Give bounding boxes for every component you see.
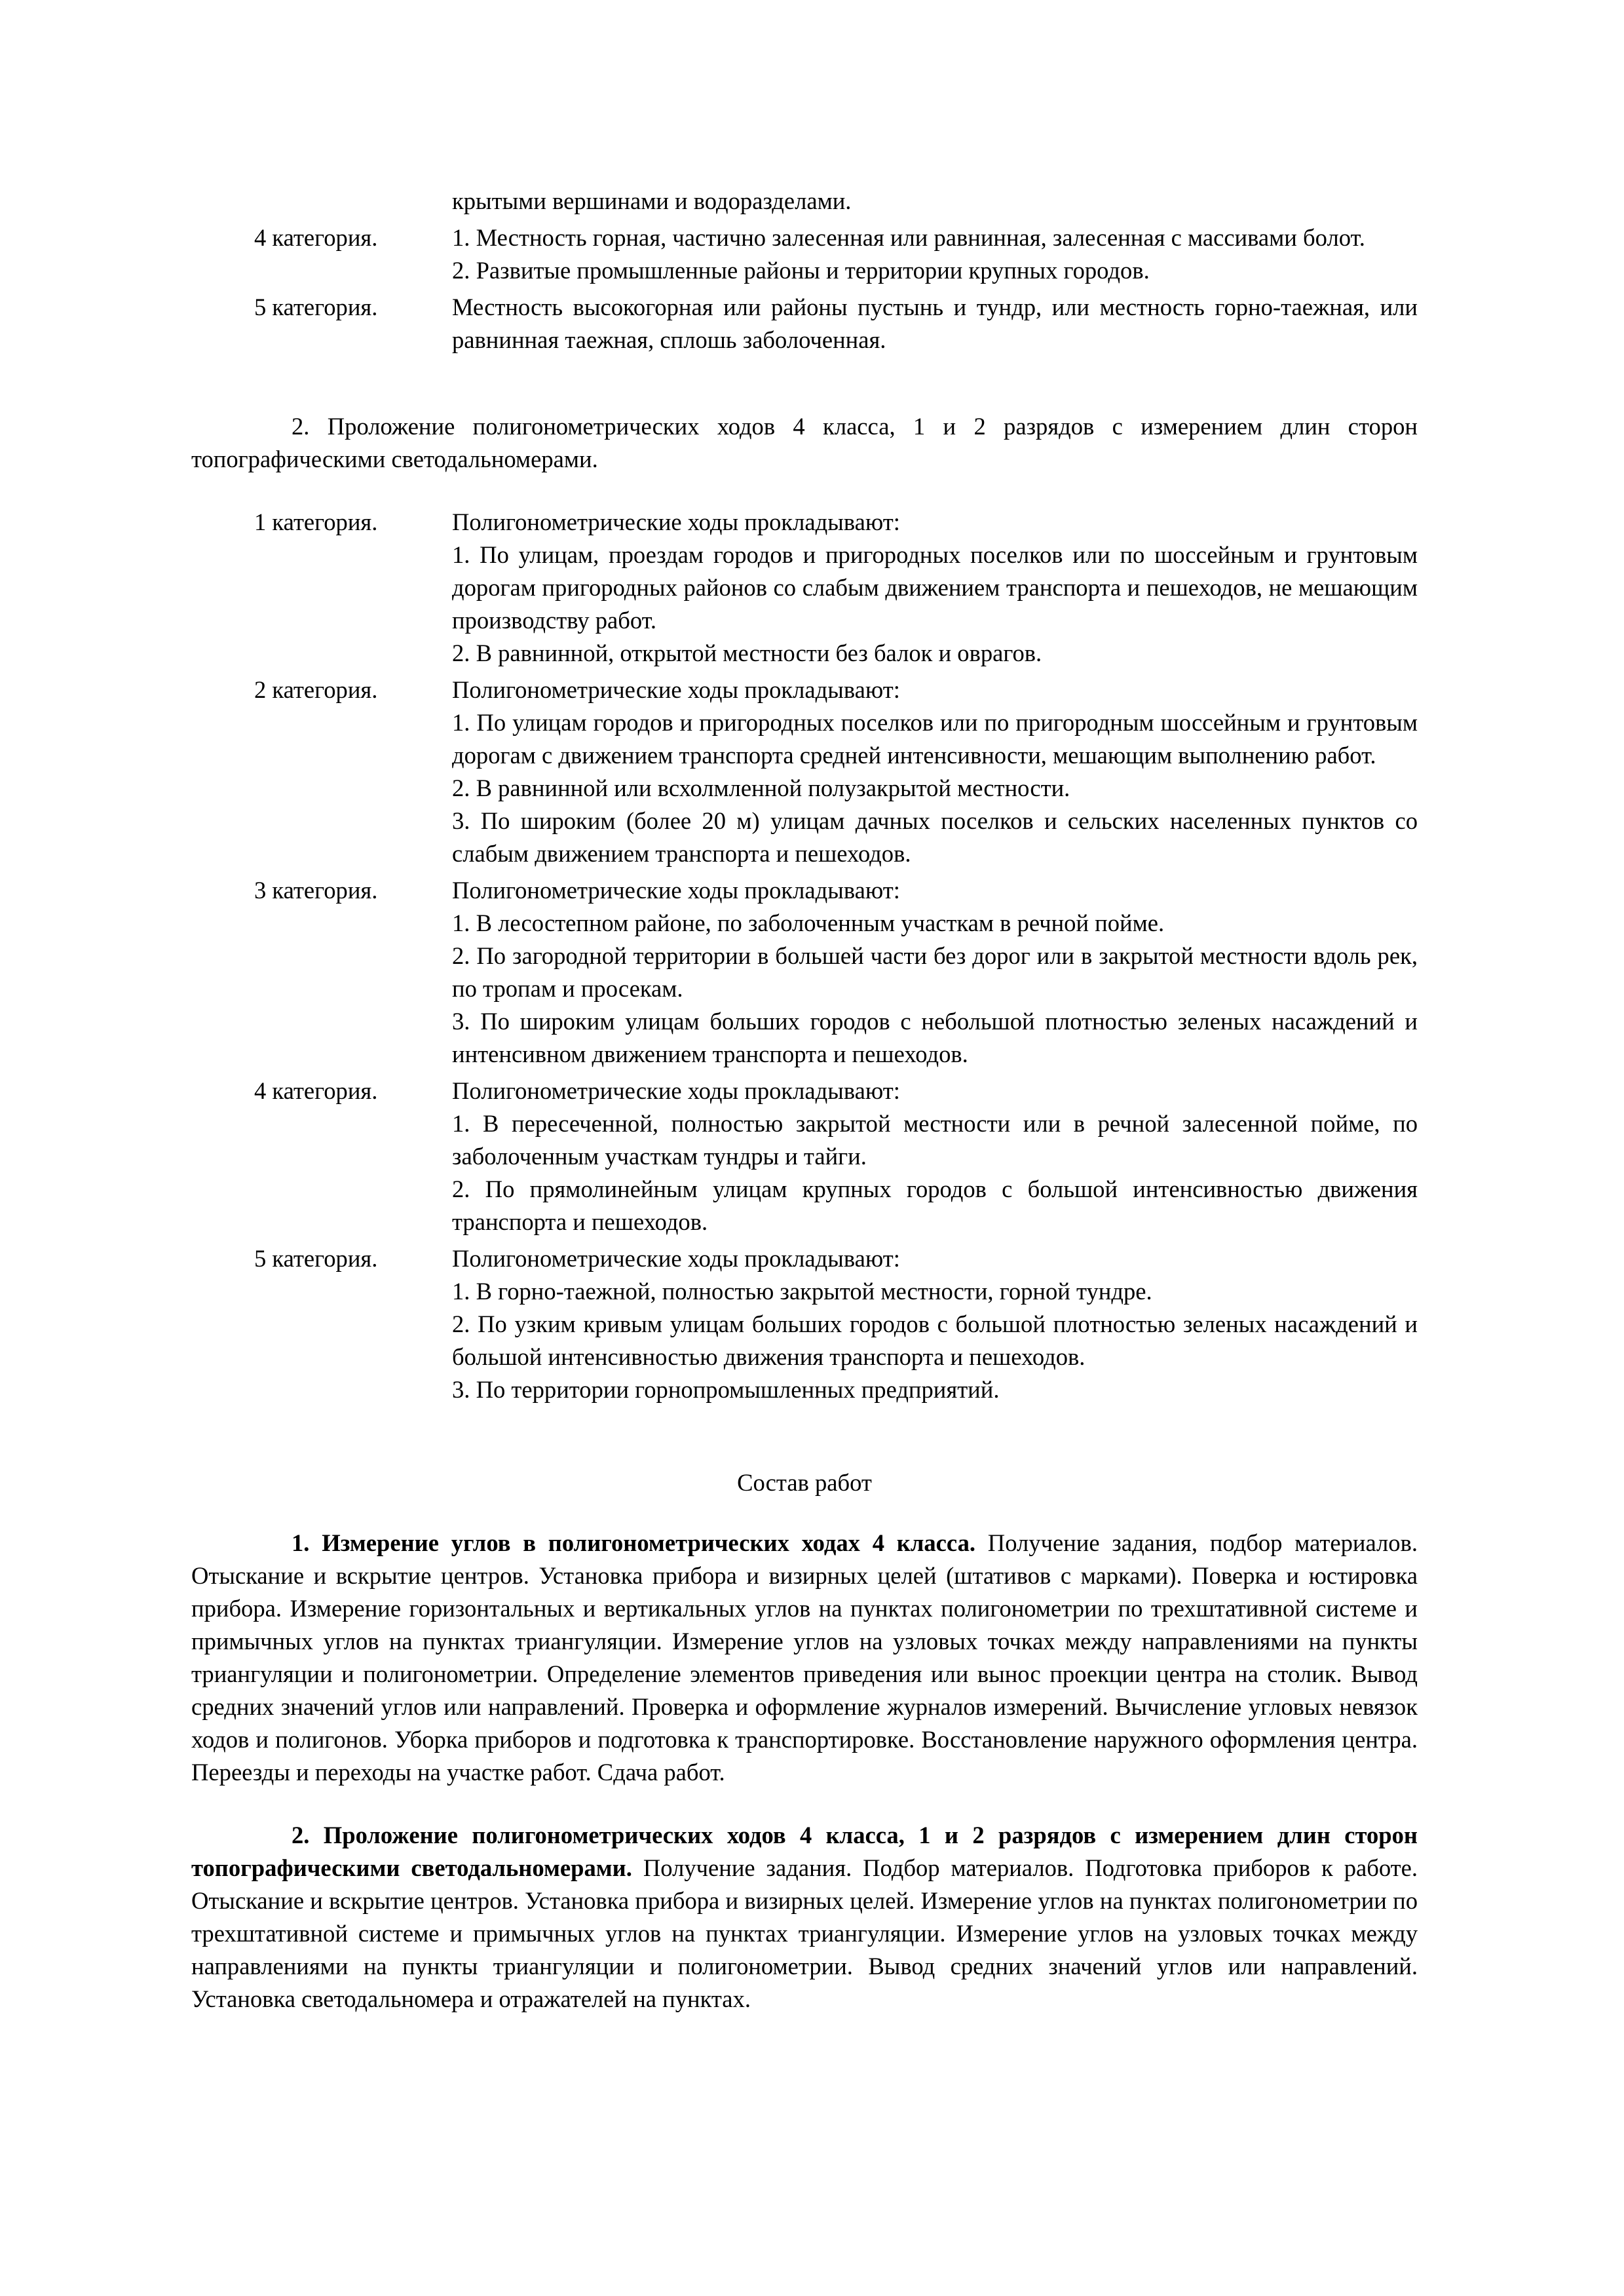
category-line: 1. В пересеченной, полностью закрытой местности или в речной залесенной пойме, по заболоченным участкам тундры и тайги.	[452, 1110, 1418, 1170]
category-label: 4 категория.	[254, 1077, 378, 1104]
category-row-top-5	[191, 291, 1418, 356]
work-paragraph-title: 1. Измерение углов в полигонометрических ходах 4 класса.	[292, 1529, 976, 1556]
work-paragraph-2	[191, 1819, 1418, 2016]
category-description	[452, 874, 1418, 1071]
category-item: 2. Развитые промышленные районы и территории крупных городов.	[452, 257, 1150, 284]
category-line: 1. По улицам, проездам городов и пригородных поселков или по шоссейным и грунтовым дорогам пригородных районов со слабым движением транспорта и пешеходов, не мешающим производству работ.	[452, 541, 1418, 634]
category-label: 3 категория.	[254, 877, 378, 904]
work-paragraph-text: Получение задания, подбор материалов. Отыскание и вскрытие центров. Установка прибора и визирных целей (штативов с марками). Поверка и юстировка прибора. Измерение горизонтальных и вертикальных углов на пунктах полигонометрии по трехштативной системе и примычных углов на пунктах триангуляции. Измерение углов на узловых точках между направлениями на пункты триангуляции и полигонометрии. Определение элементов приведения или вынос проекции центра на столик. Вывод средних значений углов или направлений. Проверка и оформление журналов измерений. Вычисление угловых невязок ходов и полигонов. Уборка приборов и подготовка к транспортировке. Восстановление наружного оформления центра. Переезды и переходы на участке работ. Сдача работ.	[191, 1529, 1418, 1786]
category-line: 1. В лесостепном районе, по заболоченным участкам в речной пойме.	[452, 909, 1165, 936]
category-label: 2 категория.	[254, 676, 378, 703]
category-line: 1. По улицам городов и пригородных поселков или по пригородным шоссейным и грунтовым дорогам с движением транспорта средней интенсивности, мешающим выполнению работ.	[452, 709, 1418, 769]
category-label: 5 категория.	[254, 1245, 378, 1272]
category-label: 5 категория.	[254, 294, 378, 320]
section-heading: Состав работ	[737, 1469, 872, 1496]
work-paragraph-1	[191, 1527, 1418, 1789]
category-row-5	[191, 1242, 1418, 1406]
category-line: 1. В горно-таежной, полностью закрытой местности, горной тундре.	[452, 1278, 1152, 1305]
category-row-1	[191, 506, 1418, 670]
category-line: 2. В равнинной, открытой местности без балок и оврагов.	[452, 640, 1042, 666]
category-line: 3. По территории горнопромышленных предприятий.	[452, 1376, 1000, 1403]
category-row-2	[191, 674, 1418, 870]
category-description	[452, 674, 1418, 870]
category-line: 2. В равнинной или всхолмленной полузакрытой местности.	[452, 775, 1070, 801]
category-line: Полигонометрические ходы прокладывают:	[452, 1077, 900, 1104]
category-line: Полигонометрические ходы прокладывают:	[452, 1245, 900, 1272]
category-label: 1 категория.	[254, 508, 378, 535]
category-row-3	[191, 874, 1418, 1071]
continuation-line: крытыми вершинами и водоразделами.	[452, 187, 852, 214]
category-list	[191, 506, 1418, 1406]
category-line: 2. По прямолинейным улицам крупных городов с большой интенсивностью движения транспорта и пешеходов.	[452, 1176, 1418, 1235]
category-description	[452, 221, 1418, 287]
work-paragraph-title: 2. Проложение полигонометрических ходов 4 класса, 1 и 2 разрядов с измерением длин сторон топографическими светодальномерами.	[191, 1822, 1418, 1881]
category-description	[452, 1075, 1418, 1238]
category-line: 3. По широким (более 20 м) улицам дачных поселков и сельских населенных пунктов со слабым движением транспорта и пешеходов.	[452, 807, 1418, 867]
category-description: Местность высокогорная или районы пустынь и тундр, или местность горно-таежная, или равнинная таежная, сплошь заболоченная.	[452, 294, 1418, 353]
category-line: 2. По загородной территории в большей части без дорог или в закрытой местности вдоль рек, по тропам и просекам.	[452, 942, 1418, 1002]
category-line: Полигонометрические ходы прокладывают:	[452, 877, 900, 904]
category-line: 3. По широким улицам больших городов с небольшой плотностью зеленых насаждений и интенсивном движением транспорта и пешеходов.	[452, 1008, 1418, 1067]
category-line: Полигонометрические ходы прокладывают:	[452, 508, 900, 535]
category-line: Полигонометрические ходы прокладывают:	[452, 676, 900, 703]
section-intro: 2. Проложение полигонометрических ходов 4 класса, 1 и 2 разрядов с измерением длин сторон топографическими светодальномерами.	[191, 413, 1418, 472]
category-description	[452, 1242, 1418, 1406]
work-paragraph-text: Получение задания. Подбор материалов. Подготовка приборов к работе. Отыскание и вскрытие центров. Установка прибора и визирных целей. Измерение углов на пунктах полигонометрии по трехштативной системе и примычных углов на пунктах триангуляции. Измерение углов на узловых точках между направлениями на пункты триангуляции и полигонометрии. Вывод средних значений углов или направлений. Установка светодальномера и отражателей на пунктах.	[191, 1854, 1418, 2012]
category-label: 4 категория.	[254, 224, 378, 251]
category-description	[452, 506, 1418, 670]
category-row-4	[191, 1075, 1418, 1238]
category-row-top-4	[191, 221, 1418, 287]
category-line: 2. По узким кривым улицам больших городов с большой плотностью зеленых насаждений и большой интенсивностью движения транспорта и пешеходов.	[452, 1311, 1418, 1370]
page-content	[191, 185, 1418, 2016]
category-item: 1. Местность горная, частично залесенная или равнинная, залесенная с массивами болот.	[452, 224, 1365, 251]
